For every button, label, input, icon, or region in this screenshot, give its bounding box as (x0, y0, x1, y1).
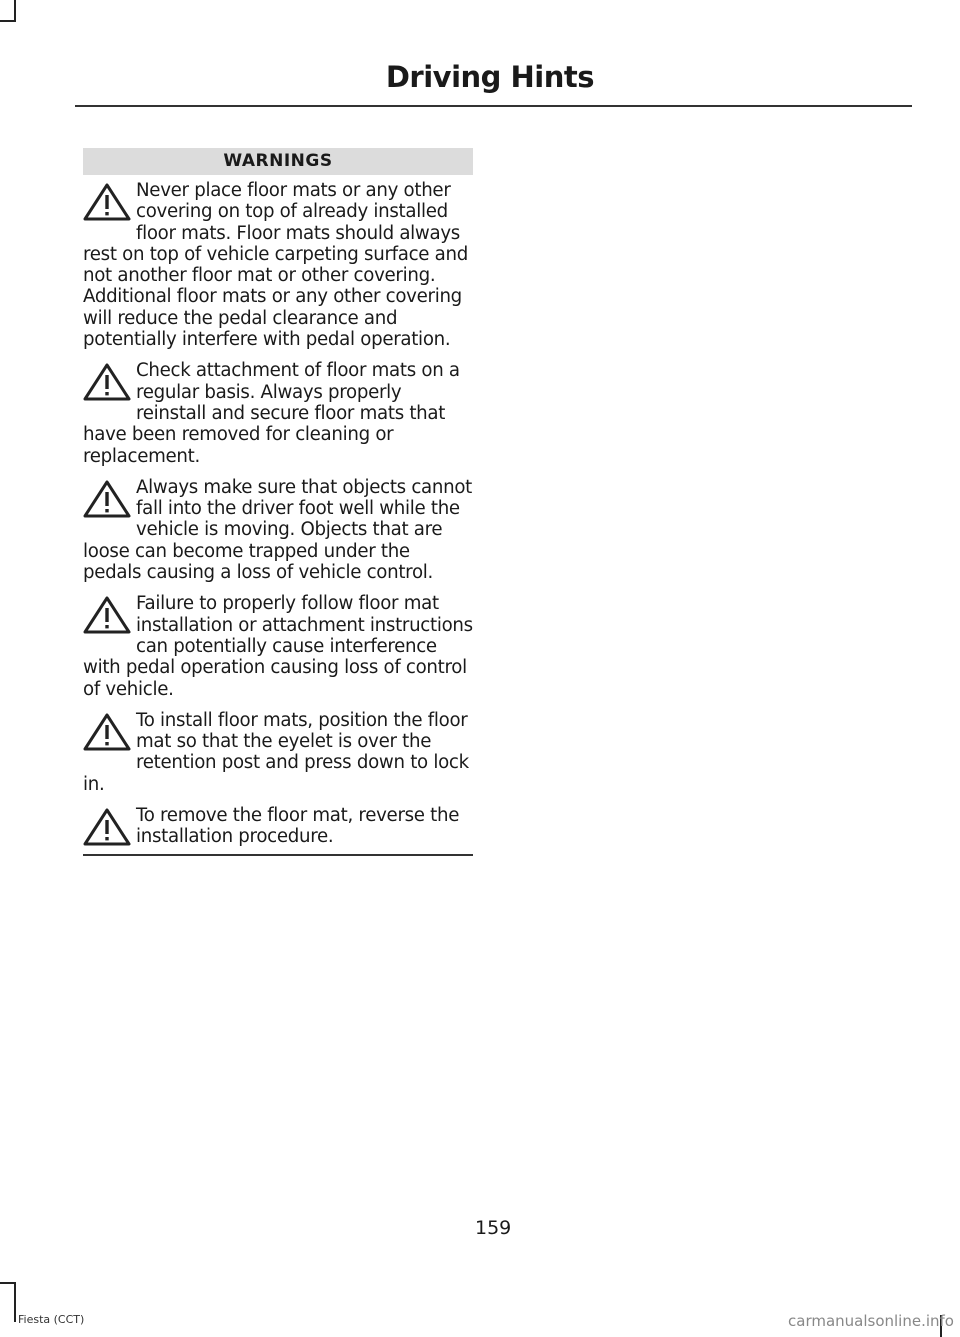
warning-triangle-icon (82, 182, 132, 222)
warning-text: Never place floor mats or any other covering on top of already installed floor mats. Floor mats should always rest on top of vehicle carpeting surface and not another floor mat or other covering. Additional floor mats or any other covering will reduce the pedal clearance and potentially interfere with pedal operation. (83, 180, 468, 351)
warning-item (83, 805, 473, 848)
warning-triangle-icon (82, 362, 132, 402)
warning-triangle-icon (82, 712, 132, 752)
footer-model: Fiesta (CCT) (18, 1313, 85, 1326)
warnings-end-divider (83, 854, 473, 856)
warning-item (83, 593, 473, 699)
header-divider (75, 105, 912, 107)
crop-mark (0, 20, 16, 22)
warning-item (83, 477, 473, 583)
crop-mark (14, 0, 16, 20)
crop-mark (0, 1282, 16, 1284)
page-number: 159 (475, 1217, 512, 1239)
warning-text: Check attachment of floor mats on a regular basis. Always properly reinstall and secure floor mats that have been removed for cleaning or replacement. (83, 360, 460, 467)
warnings-list (83, 175, 473, 848)
page-section-title: Driving Hints (385, 60, 594, 94)
warning-text: To remove the floor mat, reverse the installation procedure. (136, 805, 460, 848)
footer-watermark: carmanualsonline.info (788, 1312, 954, 1330)
warnings-box (83, 148, 473, 856)
warning-text: Failure to properly follow floor mat installation or attachment instructions can potentially cause interference with pedal operation causing loss of control of vehicle. (83, 593, 473, 700)
crop-mark (14, 1282, 16, 1322)
warning-text: To install floor mats, position the floor mat so that the eyelet is over the retention post and press down to lock in. (83, 709, 469, 795)
warning-item (83, 710, 473, 795)
warning-item (83, 180, 473, 350)
warnings-heading: WARNINGS (83, 148, 473, 175)
warning-item (83, 360, 473, 466)
warning-triangle-icon (82, 595, 132, 635)
warning-triangle-icon (82, 807, 132, 847)
warning-text: Always make sure that objects cannot fall into the driver foot well while the vehicle is moving. Objects that are loose can become trapped under the pedals causing a loss of vehicle control. (83, 476, 472, 584)
warning-triangle-icon (82, 479, 132, 519)
